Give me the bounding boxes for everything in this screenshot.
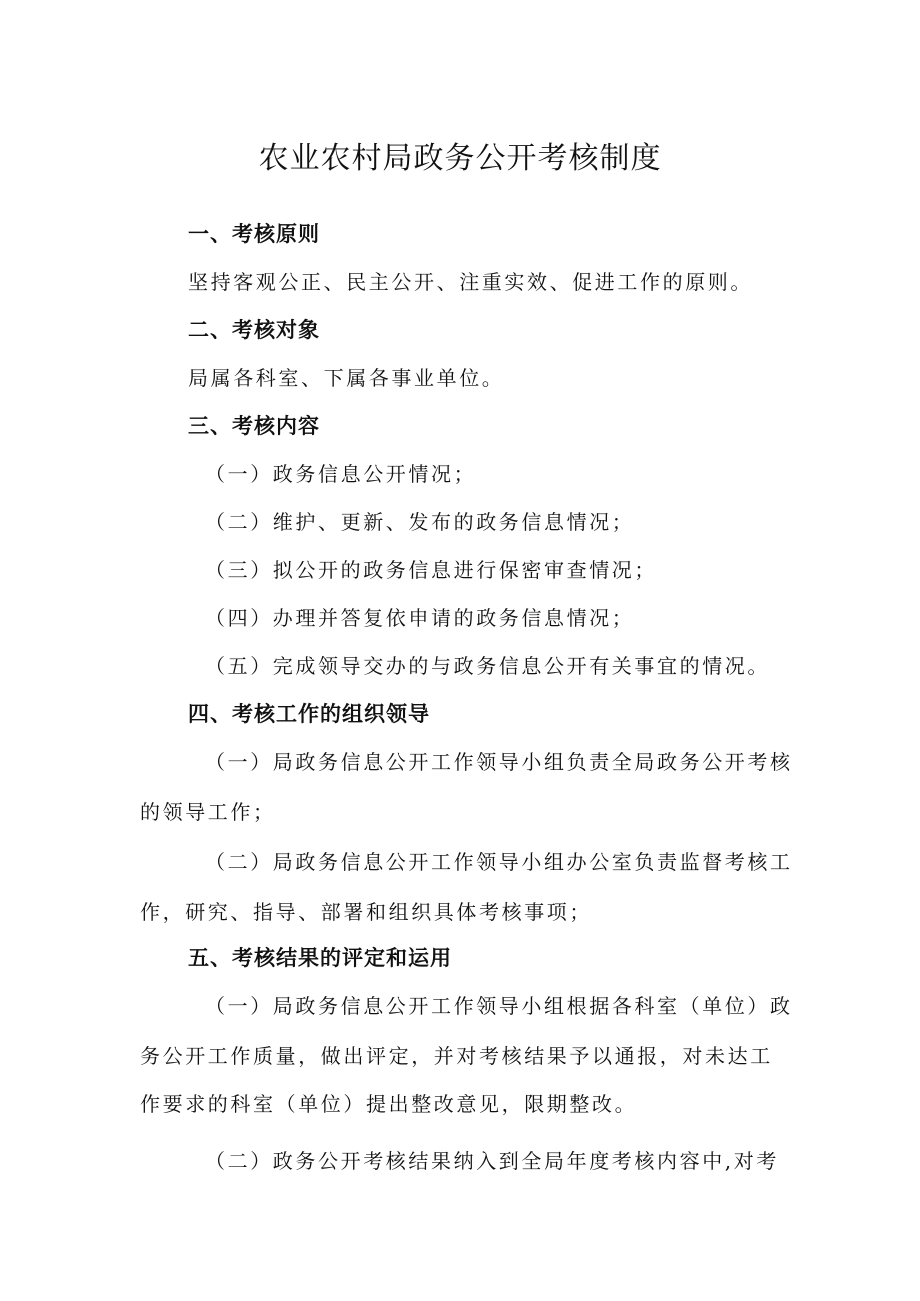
section-5-item-2-line-1: （二）政务公开考核结果纳入到全局年度考核内容中,对考 (205, 1149, 779, 1173)
section-heading-1: 一、考核原则 (188, 222, 320, 246)
section-3-item-3: （三）拟公开的政务信息进行保密审查情况； (205, 558, 657, 582)
section-heading-5: 五、考核结果的评定和运用 (188, 946, 452, 970)
section-4-item-1-line-2: 的领导工作； (140, 800, 276, 824)
section-5-item-1-line-2: 务公开工作质量，做出评定，并对考核结果予以通报，对未达工 (140, 1044, 773, 1068)
section-4-item-2-line-2: 作，研究、指导、部署和组织具体考核事项； (140, 900, 592, 924)
section-3-item-5: （五）完成领导交办的与政务信息公开有关事宜的情况。 (205, 654, 770, 678)
section-heading-4: 四、考核工作的组织领导 (188, 702, 430, 726)
section-3-item-2: （二）维护、更新、发布的政务信息情况； (205, 510, 635, 534)
document-title: 农业农村局政务公开考核制度 (258, 141, 662, 176)
section-3-item-1: （一）政务信息公开情况； (205, 462, 477, 486)
section-3-item-4: （四）办理并答复依申请的政务信息情况； (205, 606, 635, 630)
section-4-item-2-line-1: （二）局政务信息公开工作领导小组办公室负责监督考核工 (205, 850, 793, 874)
section-2-text: 局属各科室、下属各事业单位。 (188, 366, 505, 390)
section-4-item-1-line-1: （一）局政务信息公开工作领导小组负责全局政务公开考核 (205, 750, 793, 774)
section-5-item-1-line-3: 作要求的科室（单位）提出整改意见，限期整改。 (140, 1092, 638, 1116)
section-5-item-1-line-1: （一）局政务信息公开工作领导小组根据各科室（单位）政 (205, 994, 793, 1018)
section-heading-3: 三、考核内容 (188, 414, 320, 438)
section-heading-2: 二、考核对象 (188, 318, 320, 342)
section-1-text: 坚持客观公正、民主公开、注重实效、促进工作的原则。 (188, 270, 753, 294)
